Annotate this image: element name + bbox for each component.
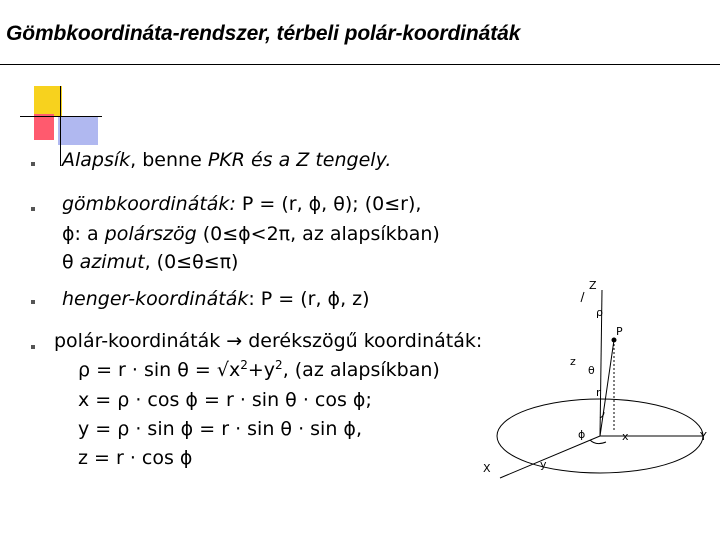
label-x-axis: X	[483, 462, 491, 475]
label-y-axis: Y	[700, 430, 707, 443]
sub-line-azimut: θ azimut, (0≤θ≤π)	[62, 251, 239, 273]
label-phi: ϕ	[578, 428, 586, 441]
label-z-axis: Z	[589, 279, 597, 292]
label-theta: θ	[588, 364, 595, 377]
slide-title: Gömbkoordináta-rendszer, térbeli polár-koordináták	[6, 22, 521, 45]
bullet-henger-koordinatak: henger-koordináták: P = (r, ϕ, z)	[62, 288, 370, 310]
point-p	[612, 338, 617, 343]
bullet-gombkoordinatak: gömbkoordináták: P = (r, ϕ, θ); (0≤r),	[62, 193, 422, 215]
radius-line	[600, 340, 614, 436]
label-r: r	[596, 386, 601, 399]
formula-x: x = ρ · cos ϕ = r · sin θ · cos ϕ;	[78, 389, 372, 411]
label-p: P	[616, 325, 623, 338]
z-label-tick	[581, 292, 584, 302]
label-x: x	[622, 430, 629, 443]
formula-rho: $\rho = r \cdot \sin \theta = √x^2+y^2$, (az alapsíkban)	[78, 358, 440, 381]
label-rho: ρ	[596, 306, 603, 319]
bullet-alapsik: Alapsík, benne PKR és a Z tengely.	[62, 149, 392, 171]
formula-z: z = r · cos ϕ	[78, 447, 193, 469]
formula-y: y = ρ · sin ϕ = r · sin θ · sin ϕ,	[78, 418, 362, 440]
label-z: z	[570, 355, 576, 368]
phi-arc	[590, 440, 606, 444]
label-y: y	[540, 458, 547, 471]
sub-line-polarszog: ϕ: a polárszög (0≤ϕ<2π, az alapsíkban)	[62, 223, 440, 245]
bullet-polar-koordinatak: polár-koordináták → derékszögű koordináták:	[54, 330, 483, 352]
